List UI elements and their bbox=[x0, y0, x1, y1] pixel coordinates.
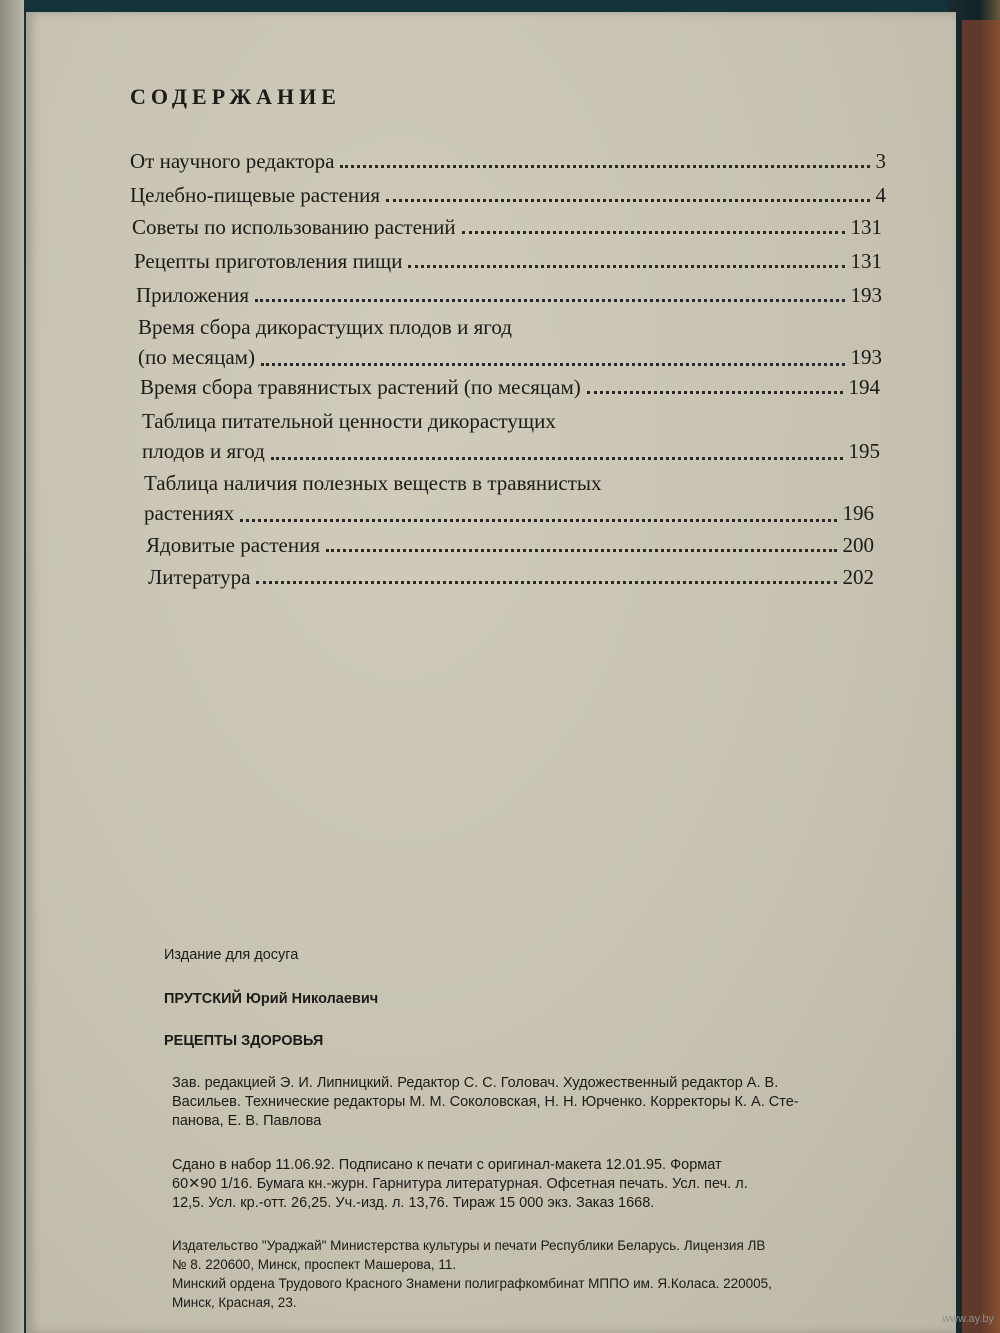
credit-line: Васильев. Технические редакторы М. М. Соколовская, Н. Н. Юрченко. Корректоры К. А. Сте- bbox=[172, 1094, 799, 1110]
toc-page-number: 195 bbox=[848, 439, 880, 463]
toc-page-number: 202 bbox=[842, 565, 874, 589]
print-line: 12,5. Усл. кр.-отт. 26,25. Уч.-изд. л. 13,76. Тираж 15 000 экз. Заказ 1668. bbox=[172, 1195, 655, 1211]
publisher-line: Минск, Красная, 23. bbox=[172, 1295, 297, 1310]
toc-page-number: 193 bbox=[850, 345, 882, 369]
toc-entry-text: плодов и ягод bbox=[142, 439, 265, 463]
print-line: 60✕90 1/16. Бумага кн.-журн. Гарнитура литературная. Офсетная печать. Усл. печ. л. bbox=[172, 1176, 748, 1192]
edition-type: Издание для досуга bbox=[164, 947, 299, 963]
toc-entry-text: Советы по использованию растений bbox=[132, 215, 456, 239]
toc-entry bbox=[136, 282, 882, 308]
publisher-line: № 8. 220600, Минск, проспект Машерова, 11. bbox=[172, 1257, 457, 1272]
toc-entry bbox=[144, 468, 874, 528]
toc-entry bbox=[138, 312, 882, 372]
toc-entry bbox=[134, 248, 882, 274]
toc-page-number: 194 bbox=[848, 375, 880, 399]
toc-entry bbox=[132, 214, 882, 240]
toc-entry bbox=[146, 532, 874, 558]
toc-page-number: 200 bbox=[842, 533, 874, 557]
credit-line: Зав. редакцией Э. И. Липницкий. Редактор С. С. Головач. Художественный редактор А. В. bbox=[172, 1075, 779, 1091]
toc-entry-text: (по месяцам) bbox=[138, 345, 255, 369]
toc-entry bbox=[148, 564, 874, 590]
print-details bbox=[172, 1156, 942, 1213]
publisher-line: Минский ордена Трудового Красного Знамени полиграфкомбинат МППО им. Я.Коласа. 220005, bbox=[172, 1276, 772, 1291]
toc-entry-text: От научного редактора bbox=[130, 149, 335, 173]
book-page bbox=[26, 12, 956, 1333]
toc-page-number: 193 bbox=[850, 283, 882, 307]
watermark: www.ay.by bbox=[942, 1313, 994, 1325]
toc-entry bbox=[142, 406, 880, 466]
toc-page-number: 4 bbox=[875, 183, 886, 207]
print-line: Сдано в набор 11.06.92. Подписано к печати с оригинал-макета 12.01.95. Формат bbox=[172, 1157, 722, 1173]
toc-entry-text: Ядовитые растения bbox=[146, 533, 320, 557]
toc-entry-text: растениях bbox=[144, 501, 235, 525]
toc-page-number: 131 bbox=[850, 215, 882, 239]
toc-page-number: 131 bbox=[850, 249, 882, 273]
toc-entry bbox=[140, 374, 880, 400]
toc-entry-text: Приложения bbox=[136, 283, 250, 307]
toc-entry-text: Рецепты приготовления пищи bbox=[134, 249, 403, 273]
toc-entry-text: Таблица наличия полезных веществ в травянистых bbox=[144, 471, 602, 495]
credit-line: панова, Е. В. Павлова bbox=[172, 1113, 322, 1129]
left-page-edge bbox=[0, 0, 24, 1333]
author-name: ПРУТСКИЙ Юрий Николаевич bbox=[164, 991, 379, 1007]
toc-entry bbox=[130, 182, 886, 208]
toc-entry-text: Литература bbox=[148, 565, 251, 589]
toc-page-number: 196 bbox=[842, 501, 874, 525]
publisher-info bbox=[172, 1236, 942, 1312]
toc-page-number: 3 bbox=[875, 149, 886, 173]
publisher-line: Издательство "Ураджай" Министерства культуры и печати Республики Беларусь. Лицензия ЛВ bbox=[172, 1238, 766, 1253]
toc-entry bbox=[130, 148, 886, 174]
toc-entry-text: Время сбора дикорастущих плодов и ягод bbox=[138, 315, 512, 339]
toc-entry-text: Время сбора травянистых растений (по месяцам) bbox=[140, 375, 581, 399]
toc-title: СОДЕРЖАНИЕ bbox=[130, 84, 341, 109]
staff-credits bbox=[172, 1074, 942, 1131]
book-title: РЕЦЕПТЫ ЗДОРОВЬЯ bbox=[164, 1033, 324, 1049]
toc-entry-text: Таблица питательной ценности дикорастущих bbox=[142, 409, 556, 433]
toc-entry-text: Целебно-пищевые растения bbox=[130, 183, 381, 207]
